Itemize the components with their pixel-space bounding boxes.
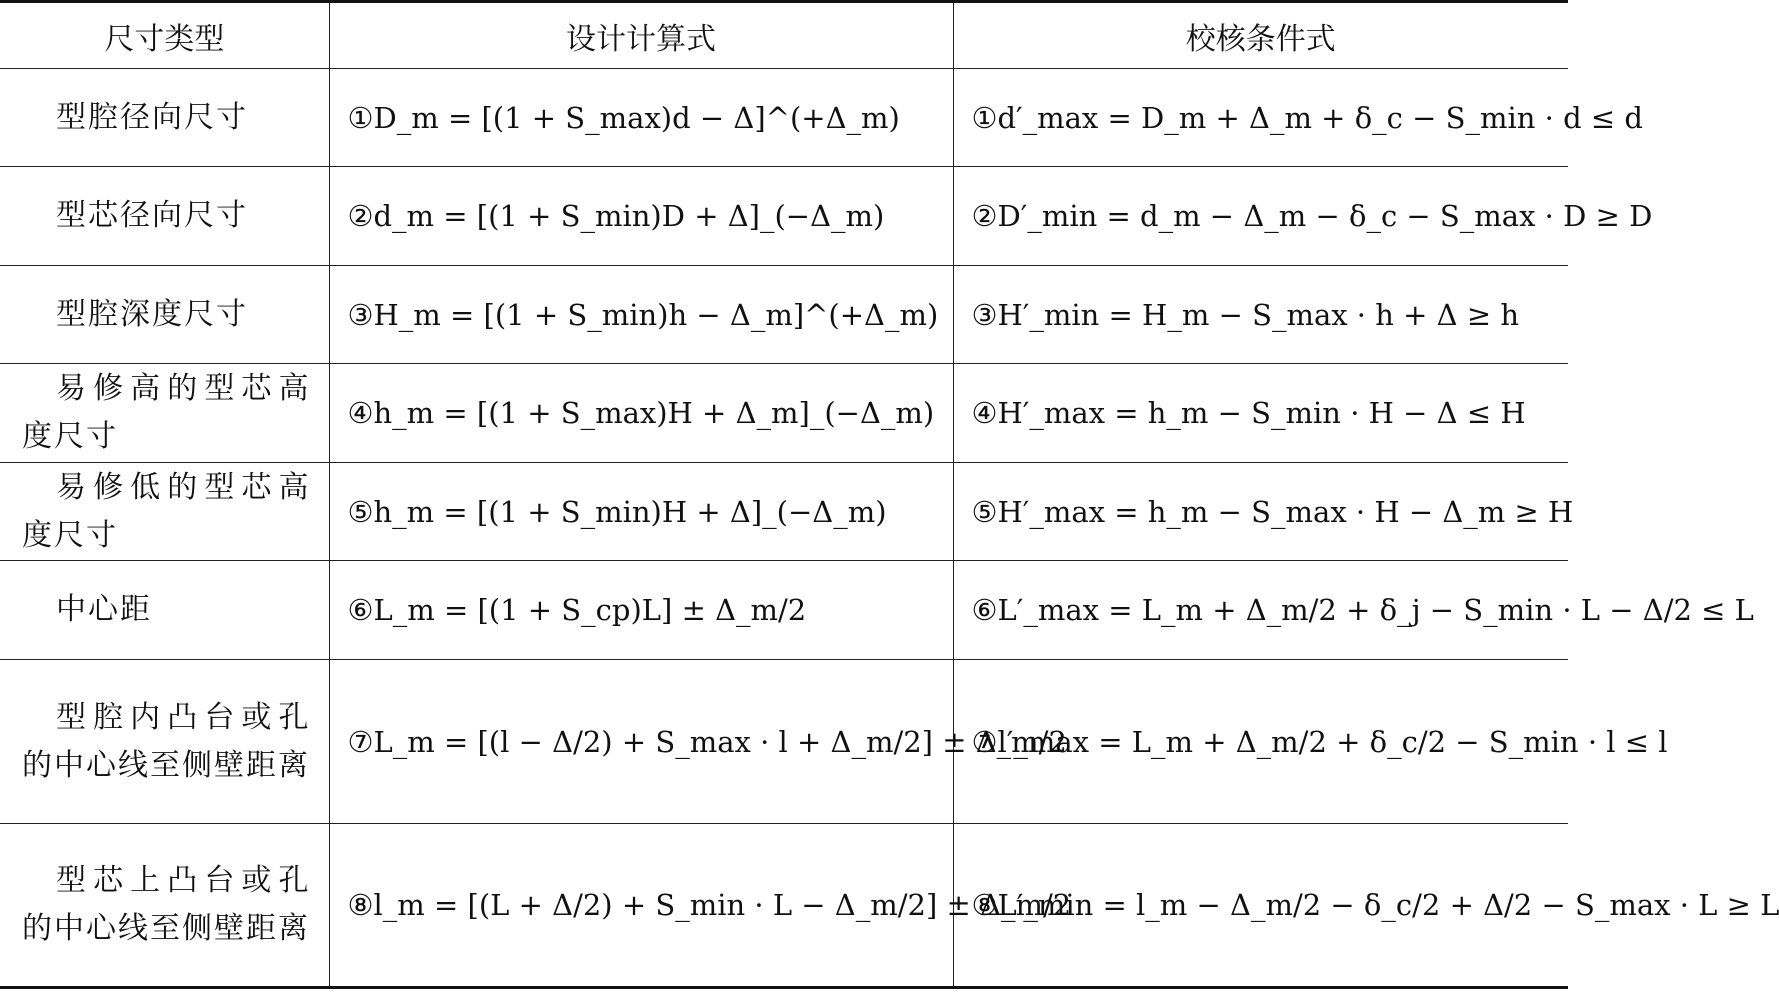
dimension-type-cell — [0, 561, 329, 660]
design-formula-cell: ⑥L_m = [(1 + S_cp)L] ± Δ_m/2 — [329, 561, 953, 660]
check-formula-cell: ③H′_min = H_m − S_max · h + Δ ≥ h — [953, 266, 1568, 364]
dimension-type-text: 型腔内凸台或孔的中心线至侧壁距离 — [22, 699, 311, 783]
design-formula-cell: ⑤h_m = [(1 + S_min)H + Δ]_(−Δ_m) — [329, 463, 953, 561]
check-formula-cell: ⑧L′_min = l_m − Δ_m/2 − δ_c/2 + Δ/2 − S_max · L ≥ L — [953, 824, 1568, 988]
table-row — [0, 167, 1568, 266]
dimension-type-text: 易修高的型芯高度尺寸 — [22, 371, 311, 454]
dimension-type-text: 易修低的型芯高度尺寸 — [22, 469, 311, 553]
design-formula-cell: ④h_m = [(1 + S_max)H + Δ_m]_(−Δ_m) — [329, 364, 953, 463]
dimension-type-cell — [0, 69, 329, 167]
dimension-type-cell — [0, 266, 329, 364]
check-formula-cell: ①d′_max = D_m + Δ_m + δ_c − S_min · d ≤ d — [953, 69, 1568, 167]
dimension-type-cell — [0, 660, 329, 824]
table-row — [0, 660, 1568, 824]
design-formula-cell: ③H_m = [(1 + S_min)h − Δ_m]^(+Δ_m) — [329, 266, 953, 364]
header-dimension-type: 尺寸类型 — [0, 2, 329, 69]
dimension-type-text: 中心距 — [56, 592, 152, 627]
dimension-type-text: 型芯上凸台或孔的中心线至侧壁距离 — [22, 863, 311, 946]
check-formula-cell: ④H′_max = h_m − S_min · H − Δ ≤ H — [953, 364, 1568, 463]
header-row — [0, 2, 1568, 69]
dimension-type-text: 型芯径向尺寸 — [56, 198, 248, 233]
table-row — [0, 824, 1568, 988]
table-row — [0, 266, 1568, 364]
design-formula-cell: ⑦L_m = [(l − Δ/2) + S_max · l + Δ_m/2] ± Δ_m/2 — [329, 660, 953, 824]
design-formula-cell: ⑧l_m = [(L + Δ/2) + S_min · L − Δ_m/2] ± Δ_m/2 — [329, 824, 953, 988]
check-formula-cell: ⑤H′_max = h_m − S_max · H − Δ_m ≥ H — [953, 463, 1568, 561]
dimension-type-cell — [0, 463, 329, 561]
table-row — [0, 463, 1568, 561]
header-design-formula: 设计计算式 — [329, 2, 953, 69]
header-check-condition: 校核条件式 — [953, 2, 1568, 69]
dimension-type-cell — [0, 167, 329, 266]
table-row — [0, 561, 1568, 660]
dimension-type-text: 型腔径向尺寸 — [56, 99, 248, 135]
check-formula-cell: ⑥L′_max = L_m + Δ_m/2 + δ_j − S_min · L − Δ/2 ≤ L — [953, 561, 1568, 660]
check-formula-cell: ②D′_min = d_m − Δ_m − δ_c − S_max · D ≥ D — [953, 167, 1568, 266]
check-formula-cell: ⑦l′_max = L_m + Δ_m/2 + δ_c/2 − S_min · l ≤ l — [953, 660, 1568, 824]
design-formula-cell: ②d_m = [(1 + S_min)D + Δ]_(−Δ_m) — [329, 167, 953, 266]
design-formula-cell: ①D_m = [(1 + S_max)d − Δ]^(+Δ_m) — [329, 69, 953, 167]
dimension-type-cell — [0, 824, 329, 988]
dimension-type-text: 型腔深度尺寸 — [56, 296, 248, 332]
dimension-type-cell — [0, 364, 329, 463]
table-row — [0, 69, 1568, 167]
table-row — [0, 364, 1568, 463]
